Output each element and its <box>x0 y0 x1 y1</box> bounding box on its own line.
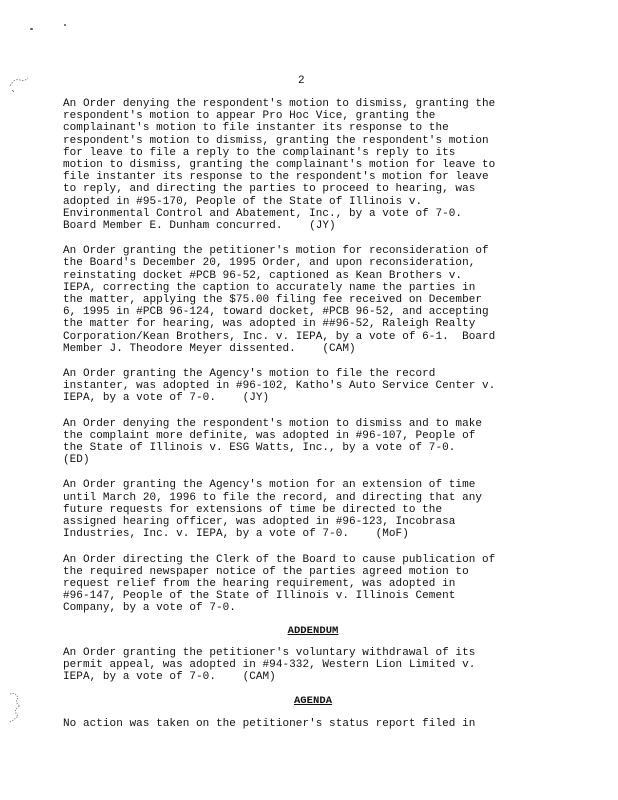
document-body <box>63 98 545 743</box>
order-paragraph-1: An Order denying the respondent's motion to dismiss, granting the respondent's motion to appear Pro Hoc Vice, granting the complainant's motion to file instanter its response to the respondent's motion to dismiss, granting the respondent's motion for leave to file a reply to the complainant's reply to its motion to dismiss, granting the complainant's motion for leave to file instanter its response to the respondent's motion for leave to reply, and directing the parties to proceed to hearing, was adopted in #95-170, People of the State of Illinois v. Environmental Control and Abatement, Inc., by a vote of 7-0. Board Member E. Dunham concurred. (JY) <box>63 98 496 233</box>
margin-scribble <box>4 690 26 726</box>
order-paragraph-5: An Order granting the Agency's motion for an extension of time until March 20, 1996 to file the record, and directing that any future requests for extensions of time be directed to the assigned hearing officer, was adopted in #96-123, Incobrasa Industries, Inc. v. IEPA, by a vote of 7-0. (MoF) <box>63 479 483 541</box>
addendum-heading: ADDENDUM <box>287 624 339 637</box>
agenda-heading: AGENDA <box>293 695 333 708</box>
addendum-paragraph: An Order granting the petitioner's voluntary withdrawal of its permit appeal, was adopted in #94-332, Western Lion Limited v. IEPA, by a vote of 7-0. (CAM) <box>63 646 476 684</box>
margin-scribble <box>8 74 30 94</box>
scan-speck <box>30 28 33 30</box>
order-paragraph-2: An Order granting the petitioner's motion for reconsideration of the Board's December 20, 1995 Order, and upon reconsideration, reinstating docket #PCB 96-52, captioned as Kean Brothers v. IEPA, correcting the caption to accurately name the parties in the matter, applying the $75.00 filing fee received on December 6, 1995 in #PCB 96-124, toward docket, #PCB 96-52, and accepting the matter for hearing, was adopted in ##96-52, Raleigh Realty Corporation/Kean Brothers, Inc. v. IEPA, by a vote of 6-1. Board Member J. Theodore Meyer dissented. (CAM) <box>63 245 496 355</box>
order-paragraph-6: An Order directing the Clerk of the Board to cause publication of the required newspaper notice of the parties agreed motion to request relief from the hearing requirement, was adopted in #96-147, People of the State of Illinois v. Illinois Cement Company, by a vote of 7-0. <box>63 553 496 615</box>
agenda-paragraph: No action was taken on the petitioner's status report filed in <box>63 717 476 730</box>
agenda-section <box>63 695 545 707</box>
order-paragraph-4: An Order denying the respondent's motion to dismiss and to make the complaint more definite, was adopted in #96-107, People of the State of Illinois v. ESG Watts, Inc., by a vote of 7-0. (ED) <box>63 417 483 467</box>
addendum-section <box>63 625 545 637</box>
page-number: 2 <box>298 75 305 87</box>
scan-speck <box>64 24 66 26</box>
order-paragraph-3: An Order granting the Agency's motion to file the record instanter, was adopted in #96-102, Katho's Auto Service Center v. IEPA, by a vote of 7-0. (JY) <box>63 368 496 405</box>
